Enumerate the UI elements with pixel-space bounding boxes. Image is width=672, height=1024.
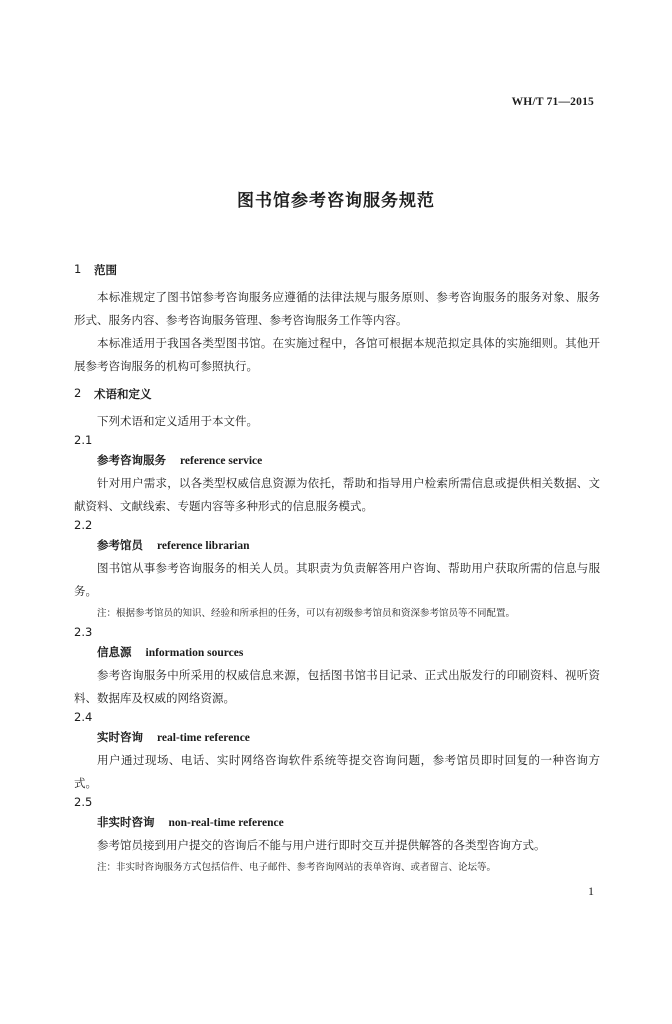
section-title: 范围 — [94, 263, 117, 277]
term-zh: 非实时咨询 — [97, 815, 155, 829]
document-body — [74, 262, 600, 879]
term-definition: 参考咨询服务中所采用的权威信息来源，包括图书馆书目记录、正式出版发行的印刷资料、视听资料、数据库及权威的网络资源。 — [74, 668, 600, 705]
term-definition: 参考馆员接到用户提交的咨询后不能与用户进行即时交互并提供解答的各类型咨询方式。 — [97, 838, 546, 852]
term-zh: 实时咨询 — [97, 730, 143, 744]
term-number: 2.3 — [74, 625, 93, 639]
section-1-heading — [74, 262, 600, 278]
term-heading — [97, 726, 600, 749]
term-heading — [97, 449, 600, 472]
term-note: 注：根据参考馆员的知识、经验和所承担的任务，可以有初级参考馆员和资深参考馆员等不同配置。 — [97, 608, 516, 619]
page-number: 1 — [588, 884, 594, 898]
term-en: real-time reference — [157, 732, 250, 744]
section-2-heading — [74, 386, 600, 402]
term-en: reference librarian — [157, 540, 250, 552]
term-en: information sources — [145, 647, 244, 659]
term-number: 2.2 — [74, 518, 93, 532]
standard-code: WH/T 71—2015 — [511, 96, 594, 108]
term-zh: 参考馆员 — [97, 538, 143, 552]
section-title: 术语和定义 — [94, 387, 152, 401]
scope-paragraph-1: 本标准规定了图书馆参考咨询服务应遵循的法律法规与服务原则、参考咨询服务的服务对象、服务形式、服务内容、参考咨询服务管理、参考咨询服务工作等内容。 — [74, 290, 600, 327]
scope-paragraph-2: 本标准适用于我国各类型图书馆。在实施过程中，各馆可根据本规范拟定具体的实施细则。其他开展参考咨询服务的机构可参照执行。 — [74, 336, 600, 373]
term-number: 2.4 — [74, 710, 93, 724]
term-heading — [97, 641, 600, 664]
terms-intro: 下列术语和定义适用于本文件。 — [97, 414, 258, 428]
term-note: 注：非实时咨询服务方式包括信件、电子邮件、参考咨询网站的表单咨询、或者留言、论坛等。 — [97, 862, 497, 873]
section-number: 2 — [74, 386, 82, 400]
term-en: non-real-time reference — [168, 817, 284, 829]
term-zh: 参考咨询服务 — [97, 453, 166, 467]
term-heading — [97, 534, 600, 557]
term-number: 2.1 — [74, 433, 93, 447]
document-title: 图书馆参考咨询服务规范 — [237, 191, 435, 211]
term-number: 2.5 — [74, 795, 93, 809]
section-number: 1 — [74, 262, 82, 276]
term-en: reference service — [180, 455, 263, 467]
term-definition: 用户通过现场、电话、实时网络咨询软件系统等提交咨询问题，参考馆员即时回复的一种咨询方式。 — [74, 753, 600, 790]
term-definition: 图书馆从事参考咨询服务的相关人员。其职责为负责解答用户咨询、帮助用户获取所需的信息与服务。 — [74, 561, 600, 598]
term-definition: 针对用户需求，以各类型权威信息资源为依托，帮助和指导用户检索所需信息或提供相关数据、文献资料、文献线索、专题内容等多种形式的信息服务模式。 — [74, 476, 600, 513]
term-zh: 信息源 — [97, 645, 132, 659]
term-heading — [97, 811, 600, 834]
